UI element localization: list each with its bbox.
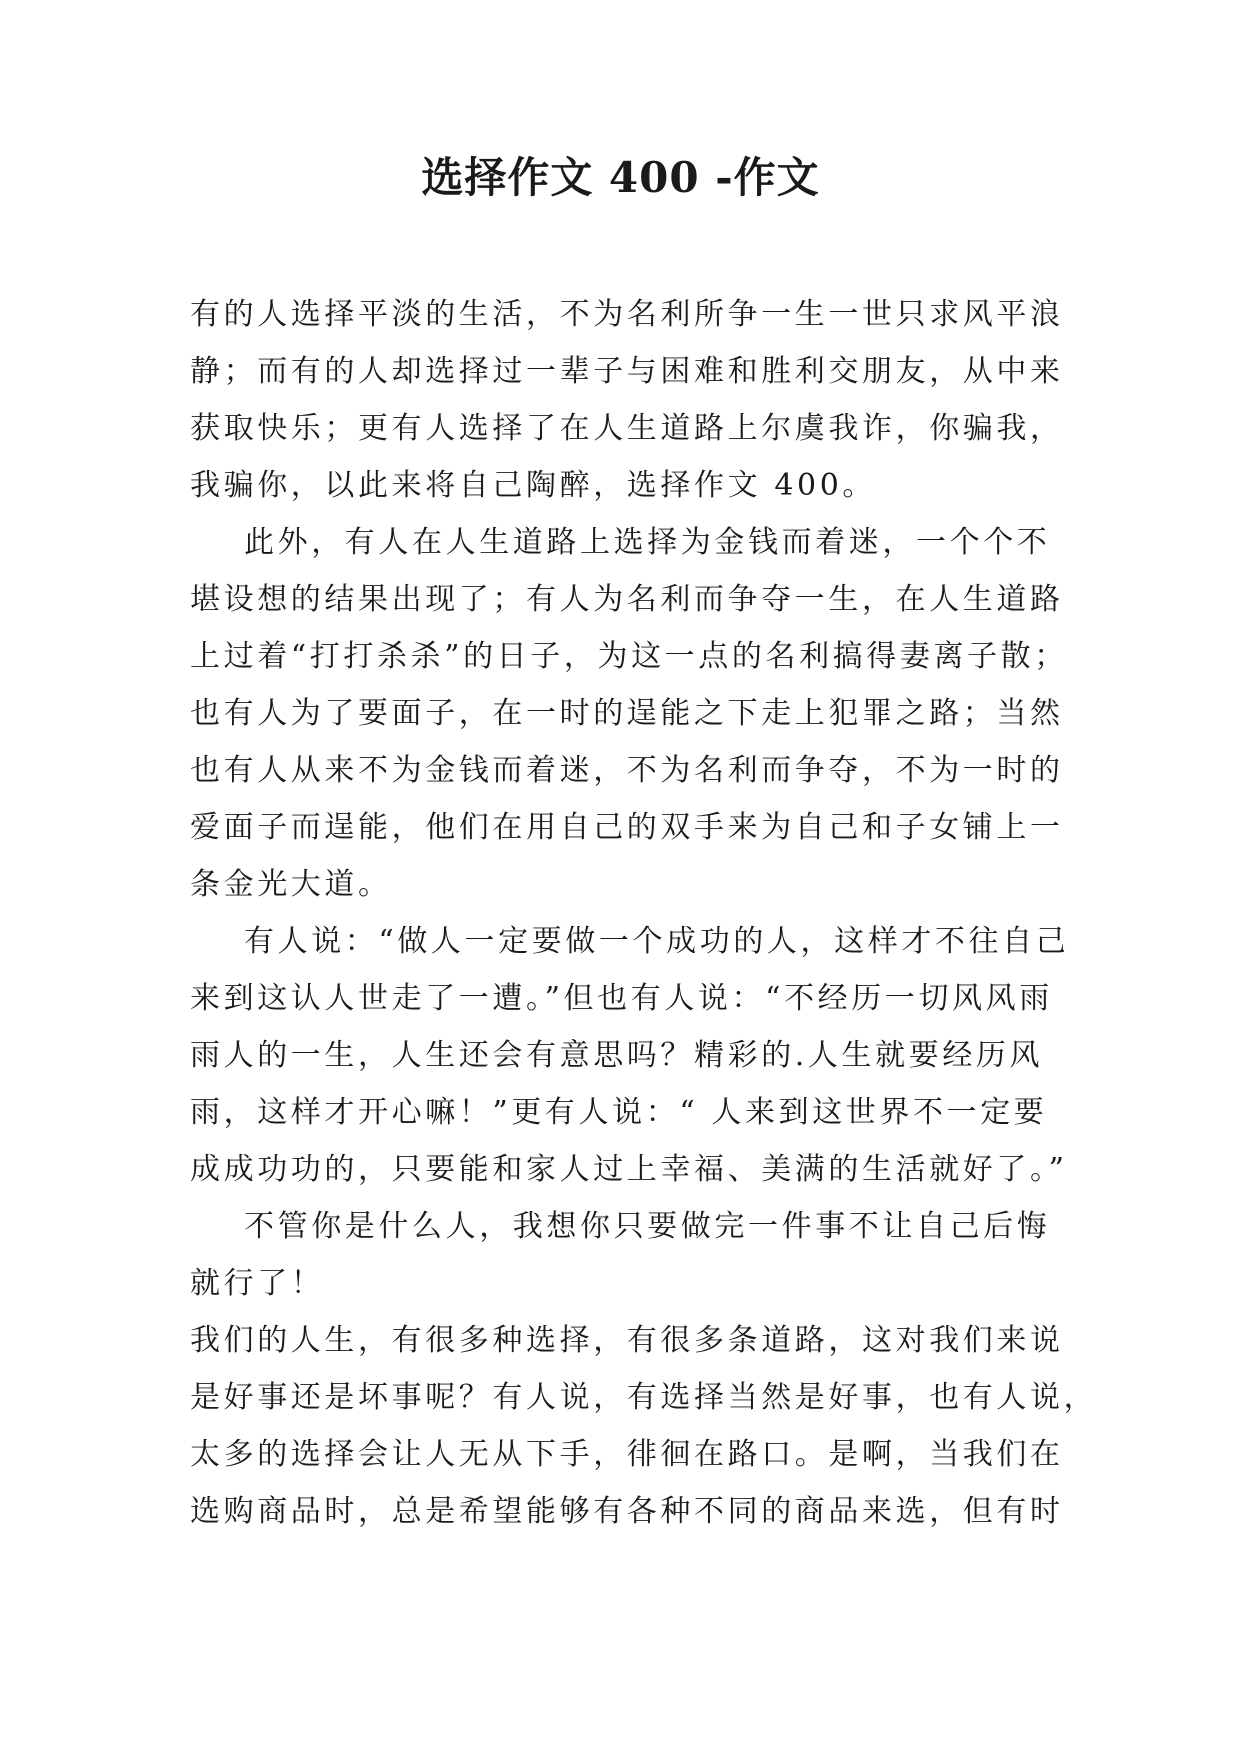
text-line: 有的人选择平淡的生活，不为名利所争一生一世只求风平浪 <box>190 297 1064 332</box>
page-title: 选择作文 400 -作文 <box>421 153 820 202</box>
text-line: 条金光大道。 <box>190 867 392 902</box>
text-line: 不管你是什么人，我想你只要做完一件事不让自己后悔 <box>244 1209 1051 1244</box>
text-line: 雨人的一生，人生还会有意思吗？精彩的.人生就要经历风 <box>190 1038 1044 1073</box>
text-line: 选购商品时，总是希望能够有各种不同的商品来选，但有时 <box>190 1494 1064 1529</box>
text-line: 成成功功的，只要能和家人过上幸福、美满的生活就好了。” <box>190 1152 1068 1187</box>
text-line: 我骗你，以此来将自己陶醉，选择作文 400。 <box>190 468 876 503</box>
text-line: 也有人从来不为金钱而着迷，不为名利而争夺，不为一时的 <box>190 753 1064 788</box>
text-line: 堪设想的结果出现了；有人为名利而争夺一生，在人生道路 <box>190 582 1064 617</box>
text-line: 有人说：“做人一定要做一个成功的人，这样才不往自己 <box>244 924 1070 959</box>
text-line: 爱面子而逞能，他们在用自己的双手来为自己和子女铺上一 <box>190 810 1064 845</box>
text-line: 太多的选择会让人无从下手，徘徊在路口。是啊，当我们在 <box>190 1437 1064 1472</box>
body-text <box>190 286 1098 1540</box>
text-line: 是好事还是坏事呢？有人说，有选择当然是好事，也有人说， <box>190 1380 1098 1415</box>
text-line: 静；而有的人却选择过一辈子与困难和胜利交朋友，从中来 <box>190 354 1064 389</box>
text-line: 来到这认人世走了一遭。”但也有人说：“不经历一切风风雨 <box>190 981 1053 1016</box>
text-line: 此外，有人在人生道路上选择为金钱而着迷，一个个不 <box>244 525 1051 560</box>
text-line: 上过着“打打杀杀”的日子，为这一点的名利搞得妻离子散； <box>190 639 1068 674</box>
text-line: 也有人为了要面子，在一时的逞能之下走上犯罪之路；当然 <box>190 696 1064 731</box>
text-line: 就行了！ <box>190 1266 325 1301</box>
text-line: 我们的人生，有很多种选择，有很多条道路，这对我们来说 <box>190 1323 1064 1358</box>
text-line: 雨，这样才开心嘛！”更有人说：“ 人来到这世界不一定要 <box>190 1095 1048 1130</box>
text-line: 获取快乐；更有人选择了在人生道路上尔虞我诈，你骗我， <box>190 411 1064 446</box>
